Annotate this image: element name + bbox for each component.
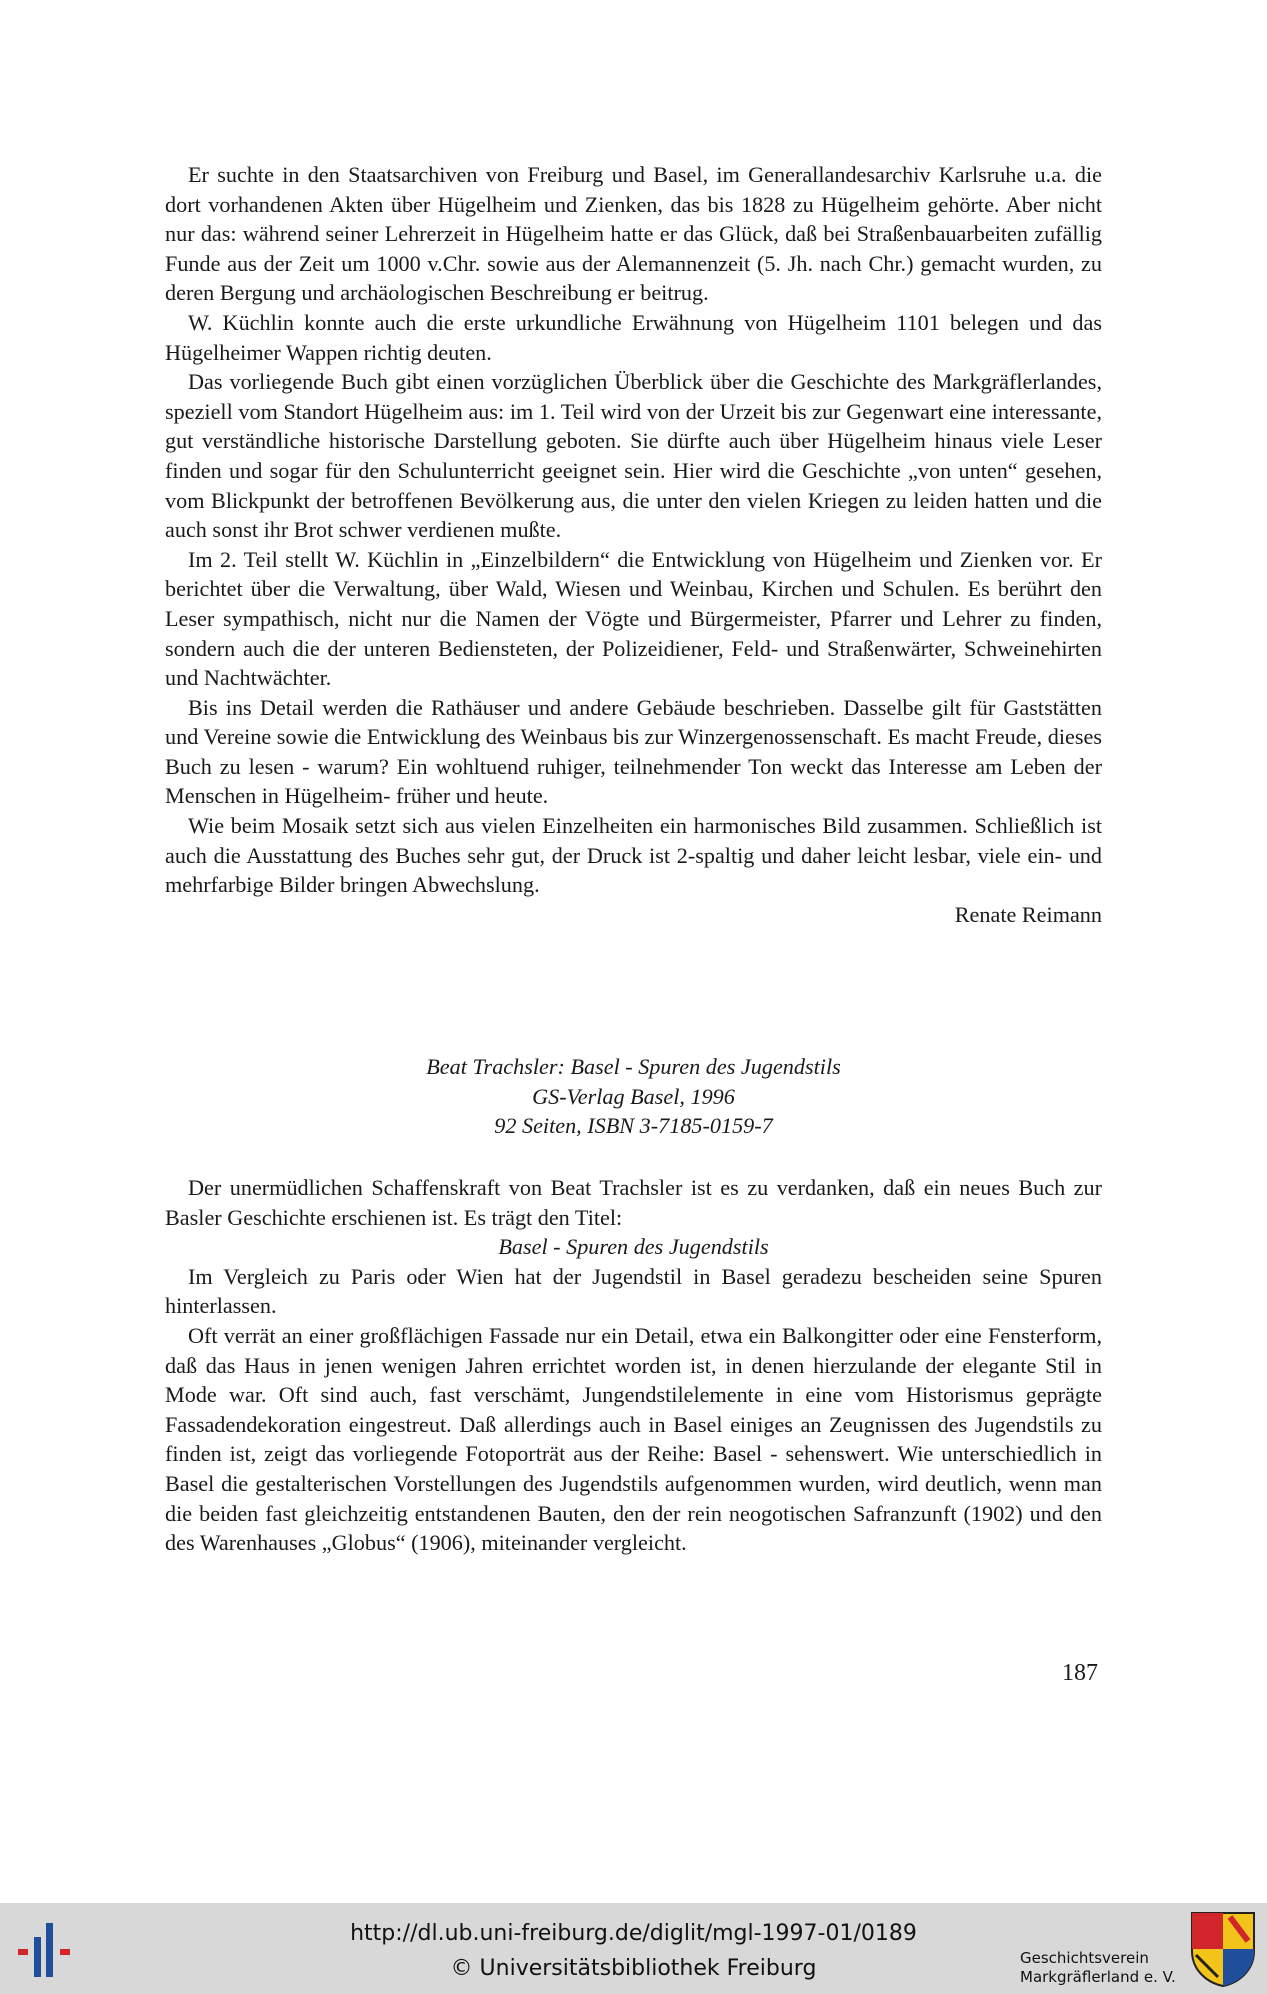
paragraph: W. Küchlin konnte auch die erste urkundliche Erwähnung von Hügelheim 1101 belegen und das Hügelheimer Wappen richtig deuten. <box>165 309 1102 365</box>
book-publisher: GS-Verlag Basel, 1996 <box>532 1083 735 1109</box>
society-line-1: Geschichtsverein <box>1020 1949 1149 1967</box>
paragraph: Er suchte in den Staatsarchiven von Freiburg und Basel, im Generallandesarchiv Karlsruhe u.a. die dort vorhandenen Akten über Hügelheim und Zienken, das bis 1828 zu Hügelheim gehörte. Aber nicht nur das: während seiner Lehrerzeit in Hügelheim hatte er das Glück, daß bei Straßenbauarbeiten zufällig Funde aus der Zeit um 1000 v.Chr. sowie aus der Alemannenzeit (5. Jh. nach Chr.) gemacht wurden, zu deren Bergung und archäologischen Beschreibung er beitrug. <box>165 162 1102 306</box>
coat-of-arms-icon <box>1190 1911 1256 1987</box>
book-subtitle: Basel - Spuren des Jugendstils <box>498 1234 769 1260</box>
paragraph: Wie beim Mosaik setzt sich aus vielen Einzelheiten ein harmonisches Bild zusammen. Schließlich ist auch die Ausstattung des Buches sehr gut, der Druck ist 2-spaltig und daher leicht lesbar, viele ein- und mehrfarbige Bilder bringen Abwechslung. <box>165 813 1102 898</box>
book-isbn: 92 Seiten, ISBN 3-7185-0159-7 <box>494 1113 773 1139</box>
book-citation <box>165 1052 1102 1141</box>
book-title-author: Beat Trachsler: Basel - Spuren des Jugendstils <box>426 1054 841 1079</box>
footer-copyright: © Universitätsbibliothek Freiburg <box>450 1956 817 1981</box>
society-line-2: Markgräflerland e. V. <box>1020 1968 1176 1986</box>
society-name <box>1020 1949 1176 1987</box>
review-2-text <box>165 1173 1102 1558</box>
footer-url-link[interactable]: http://dl.ub.uni-freiburg.de/diglit/mgl-1997-01/0189 <box>350 1921 917 1946</box>
paragraph: Bis ins Detail werden die Rathäuser und andere Gebäude beschrieben. Dasselbe gilt für Gaststätten und Vereine sowie die Entwicklung des Weinbaus bis zur Winzergenossenschaft. Es macht Freude, dieses Buch zu lesen - warum? Ein wohltuend ruhiger, teilnehmender Ton weckt das Interesse am Leben der Menschen in Hügelheim- früher und heute. <box>165 694 1102 809</box>
page-number: 187 <box>1062 1660 1098 1686</box>
paragraph: Das vorliegende Buch gibt einen vorzüglichen Überblick über die Geschichte des Markgräflerlandes, speziell vom Standort Hügelheim aus: im 1. Teil wird von der Urzeit bis zur Gegenwart eine interessante, gut verständliche historische Darstellung geboten. Sie dürfte auch über Hügelheim hinaus viele Leser finden und sogar für den Schulunterricht geeignet sein. Hier wird die Geschichte „von unten“ gesehen, vom Blickpunkt der betroffenen Bevölkerung aus, die unter den vielen Kriegen zu leiden hatten und die auch sonst ihr Brot schwer verdienen mußte. <box>165 369 1102 543</box>
review-1-text <box>165 160 1102 929</box>
footer-bar <box>0 1903 1267 1994</box>
paragraph: Der unermüdlichen Schaffenskraft von Beat Trachsler ist es zu verdanken, daß ein neues Buch zur Basler Geschichte erschienen ist. Es trägt den Titel: <box>165 1175 1102 1230</box>
review-signature: Renate Reimann <box>954 901 1102 927</box>
paragraph: Oft verrät an einer großflächigen Fassade nur ein Detail, etwa ein Balkongitter oder eine Fensterform, daß das Haus in jenen wenigen Jahren errichtet worden ist, in denen hierzulande der elegante Stil in Mode war. Oft sind auch, fast verschämt, Jungendstilelemente in eine vom Historismus geprägte Fassadendekoration eingestreut. Daß allerdings auch in Basel einiges an Zeugnissen des Jugendstils zu finden ist, zeigt das vorliegende Fotoporträt aus der Reihe: Basel - sehenswert. Wie unterschiedlich in Basel die gestalterischen Vorstellungen des Jugendstils aufgenommen wurden, wird deutlich, wenn man die beiden fast gleichzeitig entstandenen Bauten, den der rein neogotischen Safranzunft (1902) und den des Warenhauses „Globus“ (1906), miteinander vergleicht. <box>165 1322 1102 1556</box>
paragraph: Im 2. Teil stellt W. Küchlin in „Einzelbildern“ die Entwicklung von Hügelheim und Zienken vor. Er berichtet über die Verwaltung, über Wald, Wiesen und Weinbau, Kirchen und Schulen. Es berührt den Leser sympathisch, nicht nur die Namen der Vögte und Bürgermeister, Pfarrer und Lehrer zu finden, sondern auch die der unteren Bediensteten, der Polizeidiener, Feld- und Straßenwärter, Schweinehirten und Nachtwächter. <box>165 546 1102 691</box>
paragraph: Im Vergleich zu Paris oder Wien hat der Jugendstil in Basel geradezu bescheiden seine Spuren hinterlassen. <box>165 1263 1102 1319</box>
